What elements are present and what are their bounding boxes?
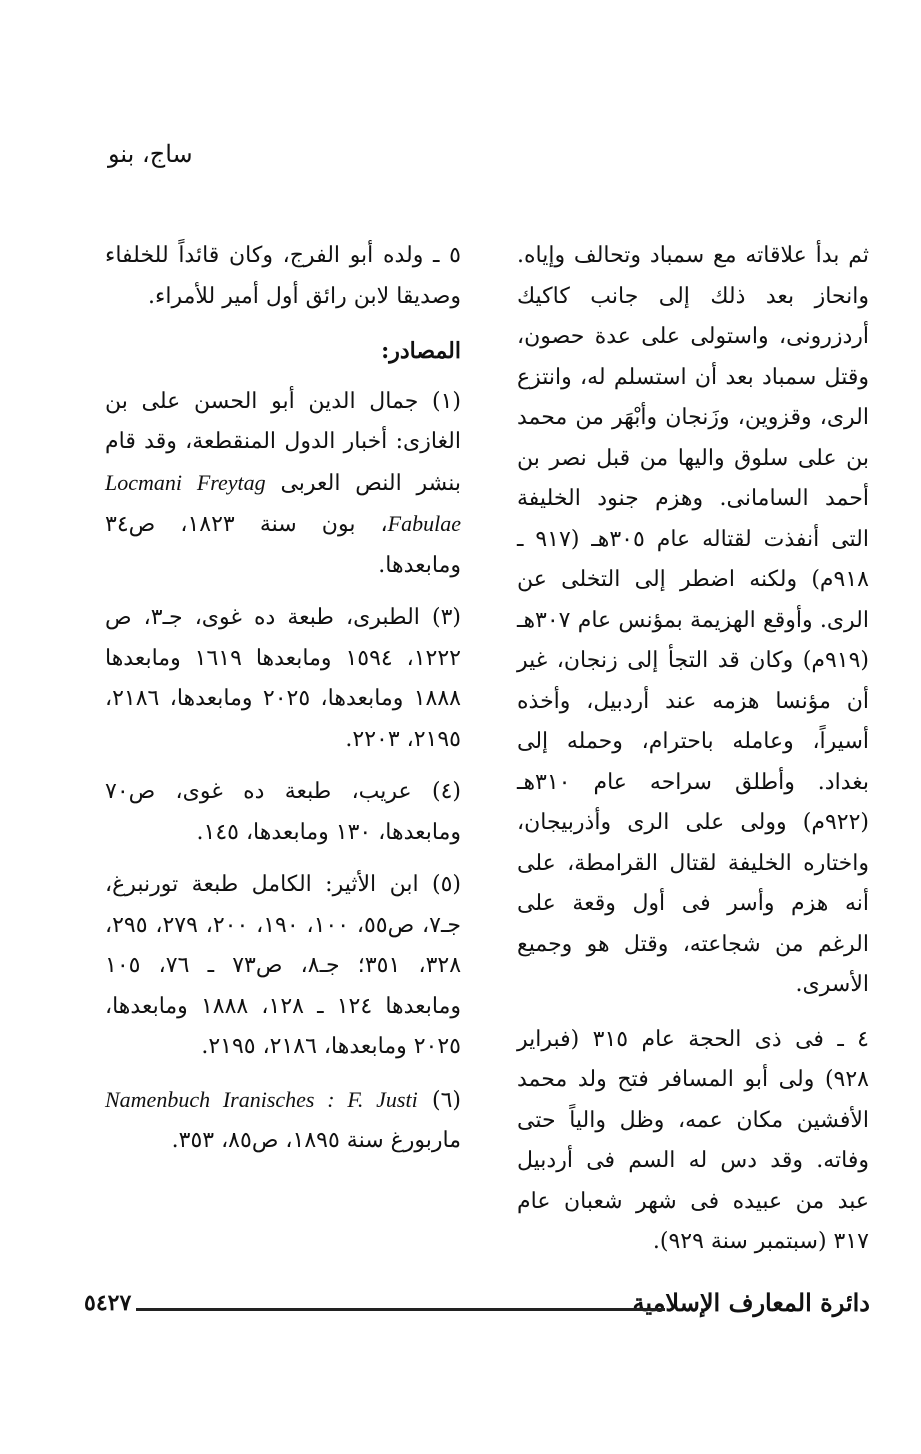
reference-number: (٦) (431, 1087, 461, 1113)
reference-item (105, 1080, 461, 1162)
page-number: ٥٤٢٧ (84, 1290, 132, 1316)
reference-latin-text: Namenbuch Iranisches : F. Justi (105, 1086, 418, 1112)
reference-item (105, 382, 461, 587)
right-column (517, 236, 869, 1277)
reference-latin-text: Freytag (196, 469, 266, 495)
body-paragraph: ٤ ـ فى ذى الحجة عام ٣١٥ (فبراير ٩٢٨) ولى أبو المسافر فتح ولد محمد الأفشين مكان عمه، وظل والياً حتى وفاته. وقد دس له السم فى أردبيل عبد من عبيده فى شهر شعبان عام ٣١٧ (سبتمبر سنة ٩٢٩). (517, 1026, 869, 1254)
reference-item: (٣) الطبرى، طبعة ده غوى، جـ٣، ص ١٢٢٢، ١٥٩٤ ومابعدها ١٦١٩ ومابعدها ١٨٨٨ ومابعدها، ٢٠٢٥ ومابعدها، ٢١٨٦، ٢١٩٥، ٢٢٠٣. (105, 605, 461, 752)
sources-heading: المصادر: (381, 338, 461, 364)
body-paragraph: ٥ ـ ولده أبو الفرج، وكان قائداً للخلفاء وصديقا لابن رائق أول أمير للأمراء. (105, 243, 461, 309)
reference-text: ماربورغ سنة ١٨٩٥، ص٨٥، ٣٥٣. (171, 1128, 461, 1153)
reference-latin-text: Locmani Fabulae (105, 469, 461, 536)
running-header: ساج، بنو (108, 140, 193, 168)
footer-rule (136, 1308, 665, 1311)
page-footer (84, 1288, 870, 1328)
footer-title: دائرة المعارف الإسلامية (632, 1288, 870, 1317)
reference-text: (١) جمال الدين أبو الحسن على بن الغازى: أخبار الدول المنقطعة، وقد قام بنشر النص العربى (105, 388, 462, 496)
reference-item: (٤) عريب، طبعة ده غوى، ص٧٠ ومابعدها، ١٣٠ ومابعدها، ١٤٥. (105, 779, 461, 845)
left-column (105, 236, 461, 1174)
body-paragraph: ثم بدأ علاقاته مع سمباد وتحالف وإياه. وانحاز بعد ذلك إلى جانب كاكيك أردزرونى، واستولى على عدة حصون، وقتل سمباد بعد أن استسلم له، وانتزع الرى، وقزوين، وزَنجان وأبْهَر من محمد بن على سلوق واليها من قبل نصر بن أحمد السامانى. وهزم جنود الخليفة التى أنفذت لقتاله عام ٣٠٥هـ (٩١٧ ـ ٩١٨م) ولكنه اضطر إلى التخلى عن الرى. وأوقع الهزيمة بمؤنس عام ٣٠٧هـ (٩١٩م) وكان قد التجأ إلى زنجان، غير أن مؤنسا هزمه عند أردبيل، وأخذه أسيراً، وعامله باحترام، وحمله إلى بغداد. وأطلق سراحه عام ٣١٠هـ (٩٢٢م) وولى على الرى وأذربيجان، واختاره الخليفة لقتال القرامطة، على أنه هزم وأسر فى أول وقعة على الرغم من شجاعته، وقتل هو وجميع الأسرى. (517, 243, 869, 997)
reference-item: (٥) ابن الأثير: الكامل طبعة تورنبرغ، جـ٧، ص٥٥، ١٠٠، ١٩٠، ٢٠٠، ٢٧٩، ٢٩٥، ٣٢٨، ٣٥١؛ جـ٨، ص٧٣ ـ ٧٦، ١٠٥ ومابعدها ١٢٤ ـ ١٢٨، ١٨٨٨ ومابعدها، ٢٠٢٥ ومابعدها، ٢١٨٦، ٢١٩٥. (105, 872, 462, 1059)
reference-text: ، بون سنة ١٨٢٣، ص٣٤ ومابعدها. (105, 512, 461, 578)
